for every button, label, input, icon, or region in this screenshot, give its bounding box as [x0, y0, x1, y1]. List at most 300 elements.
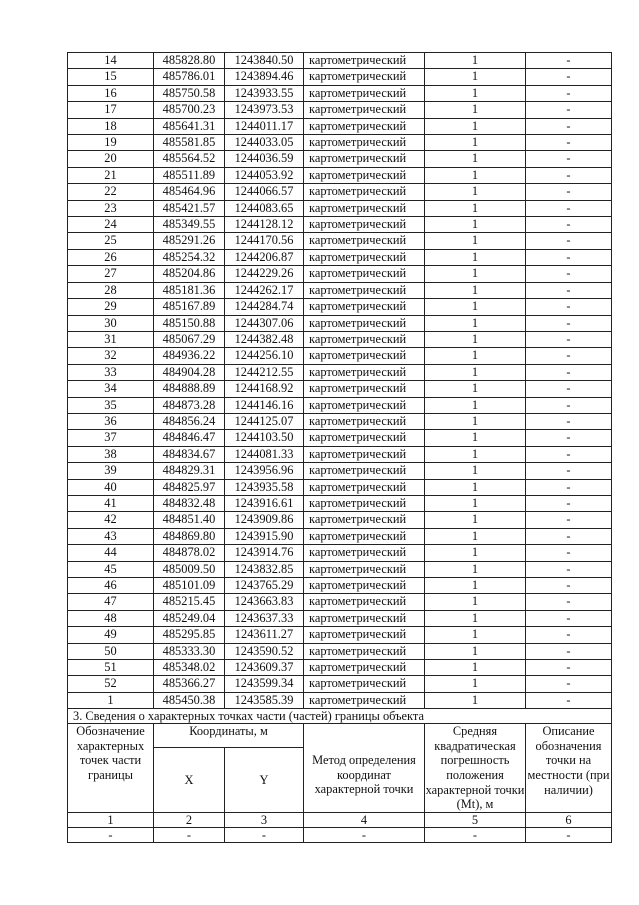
error-cell: 1 [425, 102, 526, 118]
coord-y-cell: 1244083.65 [225, 200, 304, 216]
table-row [68, 53, 612, 69]
point-number-cell: 16 [68, 85, 154, 101]
method-cell: картометрический [304, 299, 425, 315]
error-cell: 1 [425, 233, 526, 249]
description-cell: - [526, 660, 612, 676]
description-cell: - [526, 594, 612, 610]
point-number-cell: 38 [68, 446, 154, 462]
coord-y-cell: 1244229.26 [225, 266, 304, 282]
error-cell: 1 [425, 578, 526, 594]
column-number-3: 3 [225, 812, 304, 827]
description-cell: - [526, 479, 612, 495]
coord-y-cell: 1243956.96 [225, 463, 304, 479]
method-cell: картометрический [304, 397, 425, 413]
method-cell: картометрический [304, 413, 425, 429]
coord-x-cell: 485291.26 [154, 233, 225, 249]
description-cell: - [526, 692, 612, 708]
error-cell: 1 [425, 479, 526, 495]
error-cell: 1 [425, 512, 526, 528]
method-cell: картометрический [304, 53, 425, 69]
description-cell: - [526, 463, 612, 479]
point-number-cell: 22 [68, 184, 154, 200]
method-cell: картометрический [304, 167, 425, 183]
point-number-cell: 40 [68, 479, 154, 495]
coord-x-cell: 484825.97 [154, 479, 225, 495]
table-row [68, 610, 612, 626]
table-row [68, 282, 612, 298]
coord-y-cell: 1244125.07 [225, 413, 304, 429]
empty-cell: - [425, 827, 526, 842]
point-number-cell: 45 [68, 561, 154, 577]
coord-x-cell: 485464.96 [154, 184, 225, 200]
coord-y-cell: 1244382.48 [225, 331, 304, 347]
method-cell: картометрический [304, 331, 425, 347]
coord-x-cell: 485204.86 [154, 266, 225, 282]
header-y: Y [225, 747, 304, 812]
coord-y-cell: 1244256.10 [225, 348, 304, 364]
table-row [68, 102, 612, 118]
point-number-cell: 1 [68, 692, 154, 708]
error-cell: 1 [425, 331, 526, 347]
error-cell: 1 [425, 364, 526, 380]
method-cell: картометрический [304, 446, 425, 462]
coord-x-cell: 485421.57 [154, 200, 225, 216]
section-3 [68, 709, 612, 843]
coord-x-cell: 485067.29 [154, 331, 225, 347]
table-row [68, 413, 612, 429]
table-row [68, 217, 612, 233]
coordinates-rows [68, 53, 612, 709]
point-number-cell: 33 [68, 364, 154, 380]
point-number-cell: 39 [68, 463, 154, 479]
description-cell: - [526, 397, 612, 413]
description-cell: - [526, 266, 612, 282]
coord-x-cell: 485009.50 [154, 561, 225, 577]
coord-x-cell: 484873.28 [154, 397, 225, 413]
table-row [68, 545, 612, 561]
error-cell: 1 [425, 249, 526, 265]
method-cell: картометрический [304, 692, 425, 708]
method-cell: картометрический [304, 135, 425, 151]
description-cell: - [526, 85, 612, 101]
table-row [68, 479, 612, 495]
error-cell: 1 [425, 184, 526, 200]
table-row [68, 348, 612, 364]
coord-y-cell: 1243935.58 [225, 479, 304, 495]
table-row [68, 594, 612, 610]
method-cell: картометрический [304, 578, 425, 594]
method-cell: картометрический [304, 85, 425, 101]
point-number-cell: 21 [68, 167, 154, 183]
point-number-cell: 42 [68, 512, 154, 528]
coord-y-cell: 1243914.76 [225, 545, 304, 561]
coord-x-cell: 485564.52 [154, 151, 225, 167]
coord-y-cell: 1244212.55 [225, 364, 304, 380]
coord-y-cell: 1244284.74 [225, 299, 304, 315]
method-cell: картометрический [304, 151, 425, 167]
error-cell: 1 [425, 495, 526, 511]
table-row [68, 512, 612, 528]
table-row [68, 397, 612, 413]
error-cell: 1 [425, 167, 526, 183]
description-cell: - [526, 102, 612, 118]
description-cell: - [526, 446, 612, 462]
description-cell: - [526, 331, 612, 347]
coord-x-cell: 484851.40 [154, 512, 225, 528]
coord-x-cell: 485366.27 [154, 676, 225, 692]
method-cell: картометрический [304, 463, 425, 479]
coord-y-cell: 1244053.92 [225, 167, 304, 183]
method-cell: картометрический [304, 266, 425, 282]
coord-y-cell: 1243832.85 [225, 561, 304, 577]
description-cell: - [526, 118, 612, 134]
empty-cell: - [68, 827, 154, 842]
table-row [68, 151, 612, 167]
point-number-cell: 15 [68, 69, 154, 85]
error-cell: 1 [425, 315, 526, 331]
table-row [68, 69, 612, 85]
method-cell: картометрический [304, 610, 425, 626]
coord-y-cell: 1243611.27 [225, 627, 304, 643]
coord-x-cell: 485349.55 [154, 217, 225, 233]
table-row [68, 495, 612, 511]
method-cell: картометрический [304, 643, 425, 659]
column-number-5: 5 [425, 812, 526, 827]
description-cell: - [526, 430, 612, 446]
table-row [68, 233, 612, 249]
coord-x-cell: 485828.80 [154, 53, 225, 69]
table-row [68, 266, 612, 282]
coord-y-cell: 1243915.90 [225, 528, 304, 544]
coord-x-cell: 484846.47 [154, 430, 225, 446]
error-cell: 1 [425, 118, 526, 134]
description-cell: - [526, 627, 612, 643]
header-description: Описание обозначения точки на местности (при наличии) [526, 724, 612, 813]
point-number-cell: 19 [68, 135, 154, 151]
description-cell: - [526, 299, 612, 315]
header-point-designation: Обозначение характерных точек части границы [68, 724, 154, 813]
coord-x-cell: 484936.22 [154, 348, 225, 364]
method-cell: картометрический [304, 184, 425, 200]
description-cell: - [526, 200, 612, 216]
coord-y-cell: 1244103.50 [225, 430, 304, 446]
coord-y-cell: 1243840.50 [225, 53, 304, 69]
boundary-points-table [67, 52, 612, 843]
coord-x-cell: 485786.01 [154, 69, 225, 85]
coord-x-cell: 485581.85 [154, 135, 225, 151]
method-cell: картометрический [304, 561, 425, 577]
error-cell: 1 [425, 676, 526, 692]
error-cell: 1 [425, 200, 526, 216]
coord-x-cell: 485450.38 [154, 692, 225, 708]
table-row [68, 430, 612, 446]
point-number-cell: 18 [68, 118, 154, 134]
coord-x-cell: 485750.58 [154, 85, 225, 101]
table-row [68, 167, 612, 183]
point-number-cell: 34 [68, 381, 154, 397]
method-cell: картометрический [304, 676, 425, 692]
error-cell: 1 [425, 692, 526, 708]
method-cell: картометрический [304, 364, 425, 380]
table-row [68, 249, 612, 265]
method-cell: картометрический [304, 430, 425, 446]
error-cell: 1 [425, 381, 526, 397]
error-cell: 1 [425, 85, 526, 101]
error-cell: 1 [425, 266, 526, 282]
table-row [68, 85, 612, 101]
coord-x-cell: 485295.85 [154, 627, 225, 643]
coord-y-cell: 1244011.17 [225, 118, 304, 134]
point-number-cell: 48 [68, 610, 154, 626]
error-cell: 1 [425, 217, 526, 233]
error-cell: 1 [425, 53, 526, 69]
coord-y-cell: 1243973.53 [225, 102, 304, 118]
column-number-1: 1 [68, 812, 154, 827]
header-x: X [154, 747, 225, 812]
point-number-cell: 29 [68, 299, 154, 315]
description-cell: - [526, 151, 612, 167]
description-cell: - [526, 184, 612, 200]
description-cell: - [526, 364, 612, 380]
table-row [68, 331, 612, 347]
error-cell: 1 [425, 463, 526, 479]
header-method: Метод определения координат характерной точки [304, 724, 425, 813]
table-row [68, 643, 612, 659]
coord-y-cell: 1243933.55 [225, 85, 304, 101]
table-row [68, 676, 612, 692]
table-row [68, 364, 612, 380]
coord-y-cell: 1243765.29 [225, 578, 304, 594]
method-cell: картометрический [304, 512, 425, 528]
table-row [68, 299, 612, 315]
coord-y-cell: 1243663.83 [225, 594, 304, 610]
method-cell: картометрический [304, 69, 425, 85]
method-cell: картометрический [304, 495, 425, 511]
column-number-2: 2 [154, 812, 225, 827]
empty-cell: - [154, 827, 225, 842]
point-number-cell: 26 [68, 249, 154, 265]
coord-y-cell: 1243609.37 [225, 660, 304, 676]
error-cell: 1 [425, 561, 526, 577]
error-cell: 1 [425, 135, 526, 151]
section-3-title: 3. Сведения о характерных точках части (частей) границы объекта [68, 709, 612, 724]
coord-y-cell: 1244170.56 [225, 233, 304, 249]
description-cell: - [526, 53, 612, 69]
coord-y-cell: 1243909.86 [225, 512, 304, 528]
point-number-cell: 25 [68, 233, 154, 249]
header-error: Средняя квадратическая погрешность положения характерной точки (Mt), м [425, 724, 525, 812]
method-cell: картометрический [304, 594, 425, 610]
table-row [68, 692, 612, 708]
coord-x-cell: 485167.89 [154, 299, 225, 315]
error-cell: 1 [425, 151, 526, 167]
empty-cell: - [304, 827, 425, 842]
table-row [68, 118, 612, 134]
coord-x-cell: 485181.36 [154, 282, 225, 298]
coord-x-cell: 485700.23 [154, 102, 225, 118]
method-cell: картометрический [304, 233, 425, 249]
description-cell: - [526, 381, 612, 397]
coord-y-cell: 1244168.92 [225, 381, 304, 397]
description-cell: - [526, 610, 612, 626]
point-number-cell: 44 [68, 545, 154, 561]
error-cell: 1 [425, 69, 526, 85]
table-row [68, 627, 612, 643]
header-coordinates: Координаты, м [154, 724, 304, 748]
point-number-cell: 28 [68, 282, 154, 298]
error-cell: 1 [425, 545, 526, 561]
error-cell: 1 [425, 299, 526, 315]
point-number-cell: 43 [68, 528, 154, 544]
method-cell: картометрический [304, 217, 425, 233]
description-cell: - [526, 512, 612, 528]
method-cell: картометрический [304, 479, 425, 495]
error-cell: 1 [425, 594, 526, 610]
method-cell: картометрический [304, 545, 425, 561]
coord-y-cell: 1243599.34 [225, 676, 304, 692]
point-number-cell: 36 [68, 413, 154, 429]
empty-cell: - [526, 827, 612, 842]
table-row [68, 135, 612, 151]
point-number-cell: 14 [68, 53, 154, 69]
point-number-cell: 52 [68, 676, 154, 692]
coord-y-cell: 1244206.87 [225, 249, 304, 265]
point-number-cell: 32 [68, 348, 154, 364]
coord-x-cell: 484832.48 [154, 495, 225, 511]
coord-y-cell: 1244128.12 [225, 217, 304, 233]
point-number-cell: 47 [68, 594, 154, 610]
coord-y-cell: 1244066.57 [225, 184, 304, 200]
description-cell: - [526, 578, 612, 594]
coord-x-cell: 484829.31 [154, 463, 225, 479]
description-cell: - [526, 233, 612, 249]
method-cell: картометрический [304, 249, 425, 265]
table-row [68, 578, 612, 594]
method-cell: картометрический [304, 348, 425, 364]
description-cell: - [526, 528, 612, 544]
method-cell: картометрический [304, 200, 425, 216]
table-row [68, 381, 612, 397]
coord-y-cell: 1243637.33 [225, 610, 304, 626]
description-cell: - [526, 217, 612, 233]
coord-y-cell: 1244262.17 [225, 282, 304, 298]
error-cell: 1 [425, 610, 526, 626]
coord-x-cell: 485348.02 [154, 660, 225, 676]
table-row [68, 184, 612, 200]
error-cell: 1 [425, 413, 526, 429]
method-cell: картометрический [304, 627, 425, 643]
error-cell: 1 [425, 397, 526, 413]
description-cell: - [526, 545, 612, 561]
point-number-cell: 30 [68, 315, 154, 331]
description-cell: - [526, 167, 612, 183]
coord-x-cell: 485215.45 [154, 594, 225, 610]
method-cell: картометрический [304, 381, 425, 397]
column-number-6: 6 [526, 812, 612, 827]
coord-x-cell: 485249.04 [154, 610, 225, 626]
coord-y-cell: 1243894.46 [225, 69, 304, 85]
method-cell: картометрический [304, 118, 425, 134]
description-cell: - [526, 315, 612, 331]
method-cell: картометрический [304, 102, 425, 118]
error-cell: 1 [425, 446, 526, 462]
point-number-cell: 23 [68, 200, 154, 216]
coord-x-cell: 485254.32 [154, 249, 225, 265]
coord-x-cell: 485101.09 [154, 578, 225, 594]
description-cell: - [526, 69, 612, 85]
coord-y-cell: 1244307.06 [225, 315, 304, 331]
description-cell: - [526, 643, 612, 659]
coord-y-cell: 1244081.33 [225, 446, 304, 462]
point-number-cell: 49 [68, 627, 154, 643]
coord-x-cell: 484856.24 [154, 413, 225, 429]
description-cell: - [526, 561, 612, 577]
coord-y-cell: 1244033.05 [225, 135, 304, 151]
point-number-cell: 46 [68, 578, 154, 594]
empty-cell: - [225, 827, 304, 842]
coord-x-cell: 485150.88 [154, 315, 225, 331]
description-cell: - [526, 282, 612, 298]
error-cell: 1 [425, 660, 526, 676]
point-number-cell: 24 [68, 217, 154, 233]
description-cell: - [526, 413, 612, 429]
error-cell: 1 [425, 627, 526, 643]
point-number-cell: 41 [68, 495, 154, 511]
table-row [68, 446, 612, 462]
error-cell: 1 [425, 430, 526, 446]
coord-y-cell: 1243590.52 [225, 643, 304, 659]
coord-y-cell: 1244146.16 [225, 397, 304, 413]
method-cell: картометрический [304, 282, 425, 298]
coord-x-cell: 484904.28 [154, 364, 225, 380]
coord-x-cell: 484888.89 [154, 381, 225, 397]
description-cell: - [526, 495, 612, 511]
coord-y-cell: 1244036.59 [225, 151, 304, 167]
table-row [68, 561, 612, 577]
table-row [68, 463, 612, 479]
table-row [68, 660, 612, 676]
error-cell: 1 [425, 282, 526, 298]
method-cell: картометрический [304, 315, 425, 331]
coord-y-cell: 1243916.61 [225, 495, 304, 511]
table-row [68, 528, 612, 544]
error-cell: 1 [425, 643, 526, 659]
description-cell: - [526, 676, 612, 692]
error-cell: 1 [425, 528, 526, 544]
coord-x-cell: 484869.80 [154, 528, 225, 544]
method-cell: картометрический [304, 660, 425, 676]
point-number-cell: 31 [68, 331, 154, 347]
point-number-cell: 51 [68, 660, 154, 676]
method-cell: картометрический [304, 528, 425, 544]
point-number-cell: 27 [68, 266, 154, 282]
point-number-cell: 20 [68, 151, 154, 167]
coord-x-cell: 485333.30 [154, 643, 225, 659]
coord-y-cell: 1243585.39 [225, 692, 304, 708]
point-number-cell: 50 [68, 643, 154, 659]
coord-x-cell: 484878.02 [154, 545, 225, 561]
point-number-cell: 37 [68, 430, 154, 446]
description-cell: - [526, 348, 612, 364]
description-cell: - [526, 249, 612, 265]
point-number-cell: 17 [68, 102, 154, 118]
coord-x-cell: 485511.89 [154, 167, 225, 183]
table-row [68, 200, 612, 216]
error-cell: 1 [425, 348, 526, 364]
coord-x-cell: 485641.31 [154, 118, 225, 134]
table-row [68, 315, 612, 331]
point-number-cell: 35 [68, 397, 154, 413]
